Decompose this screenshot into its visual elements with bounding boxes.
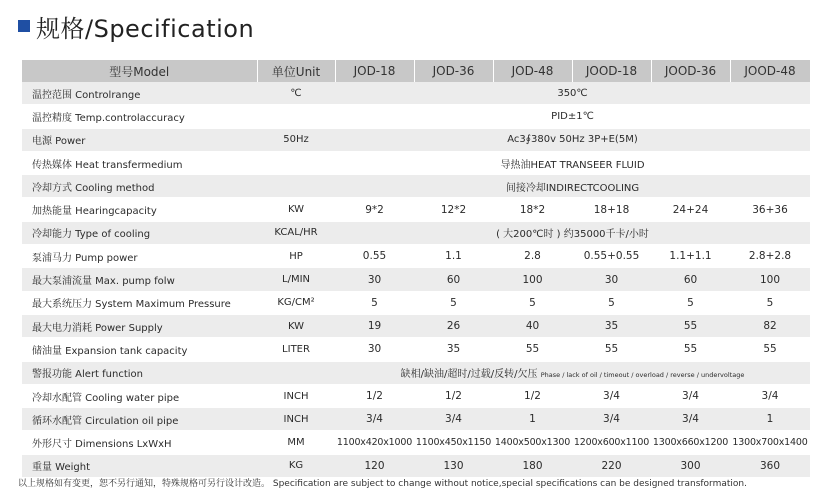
shared-value-cell [335, 82, 810, 105]
table-row [22, 151, 810, 174]
value-cell: 3/4 [414, 408, 493, 431]
shared-value-cell [335, 151, 810, 174]
param-unit: KW [257, 314, 335, 337]
value-cell: 19 [335, 314, 414, 337]
value-cell: 12*2 [414, 198, 493, 221]
column-header: 型号Model [22, 60, 257, 82]
shared-value-cell [335, 361, 810, 384]
table-row [22, 408, 810, 431]
value-cell: 55 [651, 314, 730, 337]
column-header: JOD-18 [335, 60, 414, 82]
value-cell: 180 [493, 454, 572, 477]
value-cell: 5 [493, 291, 572, 314]
table-row [22, 361, 810, 384]
value-cell: 55 [730, 338, 810, 361]
shared-value-subtext: Phase / lack of oil / timeout / overload / reverse / undervoltage [540, 371, 745, 380]
value-cell: 1/2 [493, 384, 572, 407]
value-cell: 1300x660x1200 [651, 431, 730, 454]
value-cell: 1 [493, 408, 572, 431]
value-cell: 1/2 [414, 384, 493, 407]
value-cell: 1/2 [335, 384, 414, 407]
title-square-icon [18, 20, 30, 32]
column-header: JOD-48 [493, 60, 572, 82]
value-cell: 35 [572, 314, 651, 337]
param-name: 冷却方式 Cooling method [22, 175, 257, 198]
value-cell: 40 [493, 314, 572, 337]
value-cell: 0.55+0.55 [572, 245, 651, 268]
param-unit [257, 151, 335, 174]
value-cell: 360 [730, 454, 810, 477]
value-cell: 18*2 [493, 198, 572, 221]
value-cell: 60 [414, 268, 493, 291]
value-cell: 130 [414, 454, 493, 477]
value-cell: 36+36 [730, 198, 810, 221]
value-cell: 120 [335, 454, 414, 477]
value-cell: 1.1 [414, 245, 493, 268]
value-cell: 100 [730, 268, 810, 291]
value-cell: 3/4 [651, 408, 730, 431]
title-text: 规格/Specification [36, 14, 255, 43]
table-row [22, 128, 810, 151]
param-unit [257, 361, 335, 384]
value-cell: 30 [335, 268, 414, 291]
table-row [22, 82, 810, 105]
shared-value-text: 导热油HEAT TRANSEER FLUID [500, 159, 645, 171]
value-cell: 2.8+2.8 [730, 245, 810, 268]
shared-value-text: 间接冷却INDIRECTCOOLING [505, 182, 640, 194]
column-header: JOOD-18 [572, 60, 651, 82]
param-unit: ℃ [257, 82, 335, 105]
value-cell: 3/4 [335, 408, 414, 431]
value-cell: 3/4 [730, 384, 810, 407]
column-header: JOOD-36 [651, 60, 730, 82]
param-name: 温控范围 Controlrange [22, 82, 257, 105]
param-unit: KW [257, 198, 335, 221]
param-name: 重量 Weight [22, 454, 257, 477]
param-name: 警报功能 Alert function [22, 361, 257, 384]
table-row [22, 105, 810, 128]
value-cell: 26 [414, 314, 493, 337]
value-cell: 220 [572, 454, 651, 477]
table-row [22, 384, 810, 407]
param-unit: MM [257, 431, 335, 454]
value-cell: 1200x600x1100 [572, 431, 651, 454]
value-cell: 1100x420x1000 [335, 431, 414, 454]
param-unit: INCH [257, 384, 335, 407]
shared-value-cell [335, 128, 810, 151]
param-name: 泵浦马力 Pump power [22, 245, 257, 268]
shared-value-cell [335, 175, 810, 198]
param-name: 传热媒体 Heat transfermedium [22, 151, 257, 174]
param-unit: KG [257, 454, 335, 477]
table-row [22, 454, 810, 477]
value-cell: 24+24 [651, 198, 730, 221]
value-cell: 5 [651, 291, 730, 314]
table-row [22, 221, 810, 244]
value-cell: 3/4 [651, 384, 730, 407]
value-cell: 30 [335, 338, 414, 361]
table-row [22, 314, 810, 337]
param-unit: HP [257, 245, 335, 268]
value-cell: 30 [572, 268, 651, 291]
param-unit [257, 105, 335, 128]
value-cell: 100 [493, 268, 572, 291]
param-name: 温控精度 Temp.controlaccuracy [22, 105, 257, 128]
spec-header-row [22, 60, 810, 82]
param-unit: LITER [257, 338, 335, 361]
shared-value-cell [335, 221, 810, 244]
table-row [22, 175, 810, 198]
param-unit: KCAL/HR [257, 221, 335, 244]
value-cell: 35 [414, 338, 493, 361]
param-name: 最大系统压力 System Maximum Pressure [22, 291, 257, 314]
shared-value-text: Ac3∮380v 50Hz 3P+E(5M) [507, 134, 638, 146]
column-header: 单位Unit [257, 60, 335, 82]
param-name: 最大泵浦流量 Max. pump folw [22, 268, 257, 291]
param-unit [257, 175, 335, 198]
value-cell: 1400x500x1300 [493, 431, 572, 454]
param-name: 循环水配管 Circulation oil pipe [22, 408, 257, 431]
value-cell: 55 [651, 338, 730, 361]
param-name: 最大电力消耗 Power Supply [22, 314, 257, 337]
value-cell: 1300x700x1400 [730, 431, 810, 454]
value-cell: 5 [414, 291, 493, 314]
table-row [22, 431, 810, 454]
param-unit: KG/CM² [257, 291, 335, 314]
value-cell: 5 [335, 291, 414, 314]
value-cell: 3/4 [572, 384, 651, 407]
param-unit: INCH [257, 408, 335, 431]
footer-note: 以上规格如有变更，恕不另行通知，特殊规格可另行设计改造。 Specification are subject to change without notice,special specifications can be designed transformation. [18, 479, 747, 489]
table-row [22, 268, 810, 291]
value-cell: 5 [730, 291, 810, 314]
shared-value-text: 350℃ [557, 87, 588, 99]
table-row [22, 291, 810, 314]
page-title [18, 10, 254, 42]
param-name: 外形尺寸 Dimensions LxWxH [22, 431, 257, 454]
value-cell: 1 [730, 408, 810, 431]
column-header: JOOD-48 [730, 60, 810, 82]
column-header: JOD-36 [414, 60, 493, 82]
table-row [22, 198, 810, 221]
value-cell: 82 [730, 314, 810, 337]
param-unit: L/MIN [257, 268, 335, 291]
value-cell: 0.55 [335, 245, 414, 268]
spec-table [22, 60, 811, 478]
value-cell: 55 [493, 338, 572, 361]
value-cell: 60 [651, 268, 730, 291]
param-name: 冷却水配管 Cooling water pipe [22, 384, 257, 407]
table-row [22, 338, 810, 361]
param-name: 加热能量 Hearingcapacity [22, 198, 257, 221]
value-cell: 1.1+1.1 [651, 245, 730, 268]
param-name: 冷却能力 Type of cooling [22, 221, 257, 244]
value-cell: 1100x450x1150 [414, 431, 493, 454]
param-unit: 50Hz [257, 128, 335, 151]
table-row [22, 245, 810, 268]
value-cell: 300 [651, 454, 730, 477]
value-cell: 55 [572, 338, 651, 361]
value-cell: 9*2 [335, 198, 414, 221]
value-cell: 18+18 [572, 198, 651, 221]
value-cell: 2.8 [493, 245, 572, 268]
shared-value-text: ( 大200℃时 ) 约35000千卡/小时 [496, 229, 649, 241]
shared-value-text: 缺相/缺油/超时/过载/反转/欠压 [400, 369, 538, 381]
value-cell: 3/4 [572, 408, 651, 431]
param-name: 电源 Power [22, 128, 257, 151]
value-cell: 5 [572, 291, 651, 314]
shared-value-cell [335, 105, 810, 128]
shared-value-text: PID±1℃ [551, 110, 594, 122]
param-name: 储油量 Expansion tank capacity [22, 338, 257, 361]
